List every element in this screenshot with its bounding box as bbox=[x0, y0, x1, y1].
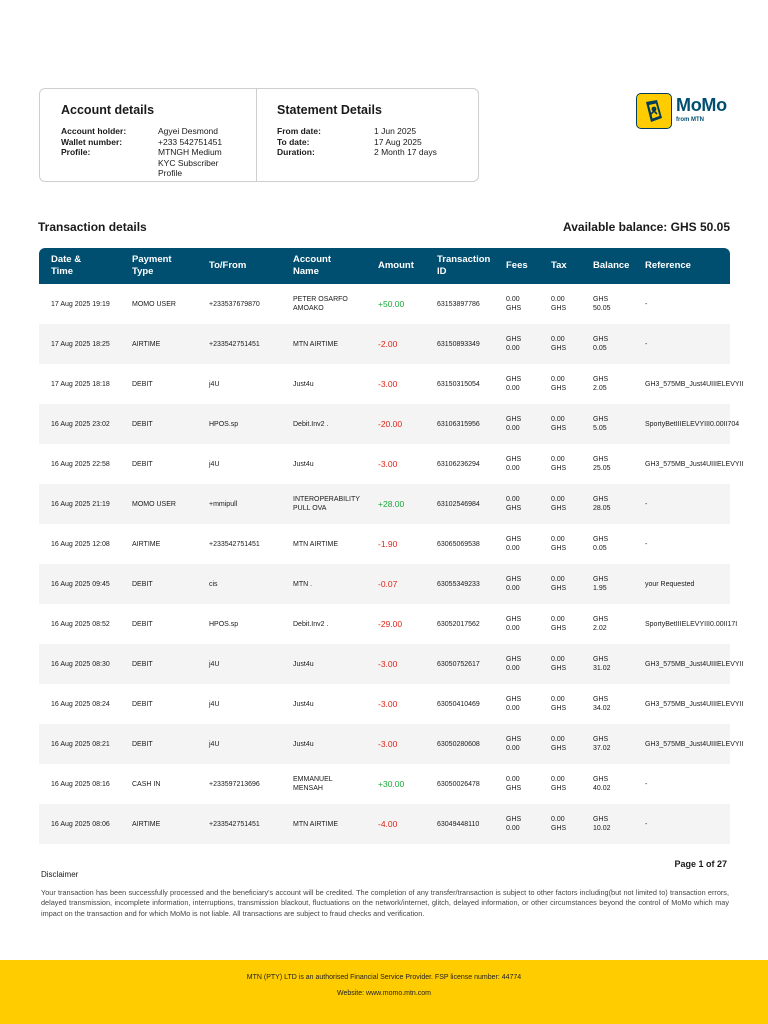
transactions-table bbox=[39, 248, 744, 844]
table-row bbox=[39, 364, 744, 404]
cell-balance: GHS 34.02 bbox=[593, 696, 611, 712]
cell-reference: GH3_575MB_Just4UIIIELEVYII bbox=[645, 660, 744, 668]
cell-payment-type: DEBIT bbox=[132, 380, 153, 388]
cell-balance: GHS 25.05 bbox=[593, 456, 611, 472]
cell-amount: -3.00 bbox=[378, 658, 398, 669]
header-transaction-id: Transaction ID bbox=[437, 254, 491, 277]
momo-logo-subtext: from MTN bbox=[676, 117, 704, 123]
cell-amount: +50.00 bbox=[378, 298, 405, 309]
cell-to-from: +233542751451 bbox=[209, 820, 260, 828]
cell-transaction-id: 63052017562 bbox=[437, 620, 480, 628]
cell-date: 16 Aug 2025 09:45 bbox=[51, 580, 110, 588]
transaction-details-title: Transaction details bbox=[38, 220, 147, 234]
table-row bbox=[39, 524, 730, 564]
disclaimer-title: Disclaimer bbox=[41, 870, 79, 879]
cell-date: 16 Aug 2025 08:21 bbox=[51, 740, 110, 748]
header-fees: Fees bbox=[506, 260, 528, 271]
cell-balance: GHS 0.05 bbox=[593, 536, 609, 552]
cell-date: 16 Aug 2025 08:06 bbox=[51, 820, 110, 828]
cell-reference: - bbox=[645, 540, 648, 548]
cell-fees: GHS 0.00 bbox=[506, 616, 522, 632]
table-row bbox=[39, 684, 744, 724]
cell-transaction-id: 63049448110 bbox=[437, 820, 480, 828]
cell-account-name: MTN AIRTIME bbox=[293, 820, 338, 828]
cell-balance: GHS 5.05 bbox=[593, 416, 609, 432]
cell-date: 16 Aug 2025 08:16 bbox=[51, 780, 110, 788]
cell-tax: 0.00 GHS bbox=[551, 296, 567, 312]
cell-payment-type: DEBIT bbox=[132, 620, 153, 628]
statement-details-list bbox=[277, 126, 444, 158]
cell-tax: 0.00 GHS bbox=[551, 496, 567, 512]
cell-payment-type: AIRTIME bbox=[132, 820, 161, 828]
cell-to-from: +233542751451 bbox=[209, 340, 260, 348]
cell-fees: GHS 0.00 bbox=[506, 816, 522, 832]
cell-reference: - bbox=[645, 500, 648, 508]
header-reference: Reference bbox=[645, 260, 691, 271]
cell-reference: your Requested bbox=[645, 580, 695, 588]
cell-account-name: Debit.Inv2 . bbox=[293, 620, 329, 628]
cell-fees: GHS 0.00 bbox=[506, 416, 522, 432]
cell-to-from: HPOS.sp bbox=[209, 420, 239, 428]
to-date-label: To date: bbox=[277, 136, 310, 147]
cell-payment-type: DEBIT bbox=[132, 580, 153, 588]
cell-tax: 0.00 GHS bbox=[551, 656, 567, 672]
cell-date: 16 Aug 2025 12:08 bbox=[51, 540, 110, 548]
cell-reference: GH3_575MB_Just4UIIIELEVYII bbox=[645, 380, 744, 388]
cell-account-name: INTEROPERABILITY PULL OVA bbox=[293, 496, 360, 512]
cell-date: 16 Aug 2025 08:30 bbox=[51, 660, 110, 668]
table-row bbox=[39, 284, 730, 324]
cell-date: 16 Aug 2025 08:52 bbox=[51, 620, 110, 628]
cell-tax: 0.00 GHS bbox=[551, 696, 567, 712]
wallet-number-label: Wallet number: bbox=[61, 136, 123, 147]
cell-to-from: cis bbox=[209, 580, 218, 588]
cell-account-name: Just4u bbox=[293, 660, 314, 668]
cell-payment-type: DEBIT bbox=[132, 660, 153, 668]
cell-to-from: j4U bbox=[209, 700, 220, 708]
header-tax: Tax bbox=[551, 260, 567, 271]
cell-payment-type: AIRTIME bbox=[132, 340, 161, 348]
cell-amount: -1.90 bbox=[378, 538, 398, 549]
cell-fees: 0.00 GHS bbox=[506, 776, 522, 792]
cell-fees: GHS 0.00 bbox=[506, 336, 522, 352]
cell-tax: 0.00 GHS bbox=[551, 576, 567, 592]
cell-transaction-id: 63065069538 bbox=[437, 540, 480, 548]
table-row bbox=[39, 804, 730, 844]
momo-logo-badge-icon bbox=[636, 93, 672, 129]
cell-date: 17 Aug 2025 19:19 bbox=[51, 300, 110, 308]
cell-balance: GHS 10.02 bbox=[593, 816, 611, 832]
available-balance: Available balance: GHS 50.05 bbox=[563, 220, 730, 234]
header-payment-type: Payment Type bbox=[132, 254, 172, 277]
cell-fees: 0.00 GHS bbox=[506, 496, 522, 512]
cell-fees: GHS 0.00 bbox=[506, 656, 522, 672]
disclaimer-text: Your transaction has been successfully processed and the beneficiary's account will be credited. The completion of any transfer/transaction is subject to other factors including(but not limited to) transaction errors, delayed transmission, incomplete information, interruptions, transmission blackout, fluctuations on the network/internet, glitch, delayed information, or other circumstances beyond the control of MoMo which may impact on the transaction and for which MoMo is not liable. All transactions are subject to fraud checks and verification. bbox=[41, 888, 729, 918]
cell-fees: GHS 0.00 bbox=[506, 536, 522, 552]
from-date-label: From date: bbox=[277, 126, 321, 136]
cell-account-name: Just4u bbox=[293, 380, 314, 388]
cell-reference: - bbox=[645, 340, 648, 348]
cell-tax: 0.00 GHS bbox=[551, 736, 567, 752]
cell-reference: SportyBetIIIELEVYIII0.00II704 bbox=[645, 420, 740, 428]
cell-to-from: +mmipull bbox=[209, 500, 238, 508]
cell-reference: SportyBetIIIELEVYIII0.00II17I bbox=[645, 620, 738, 628]
cell-tax: 0.00 GHS bbox=[551, 616, 567, 632]
cell-payment-type: MOMO USER bbox=[132, 300, 176, 308]
cell-account-name: EMMANUEL MENSAH bbox=[293, 776, 333, 792]
cell-reference: - bbox=[645, 780, 648, 788]
momo-logo-text: MoMo bbox=[676, 95, 727, 115]
table-row bbox=[39, 444, 744, 484]
cell-to-from: +233542751451 bbox=[209, 540, 260, 548]
cell-transaction-id: 63106315956 bbox=[437, 420, 480, 428]
table-row bbox=[39, 644, 744, 684]
cell-balance: GHS 2.05 bbox=[593, 376, 609, 392]
wallet-number-value: +233 542751451 bbox=[158, 136, 223, 147]
duration-value: 2 Month 17 days bbox=[374, 147, 437, 157]
footer bbox=[0, 960, 768, 1024]
profile-label: Profile: bbox=[61, 147, 91, 157]
cell-account-name: MTN AIRTIME bbox=[293, 340, 338, 348]
cell-balance: GHS 40.02 bbox=[593, 776, 611, 792]
cell-to-from: HPOS.sp bbox=[209, 620, 239, 628]
cell-to-from: j4U bbox=[209, 740, 220, 748]
cell-payment-type: DEBIT bbox=[132, 700, 153, 708]
header-to-from: To/From bbox=[209, 260, 247, 271]
cell-reference: - bbox=[645, 300, 648, 308]
cell-tax: 0.00 GHS bbox=[551, 816, 567, 832]
footer-website: Website: www.momo.mtn.com bbox=[336, 990, 431, 997]
cell-date: 17 Aug 2025 18:25 bbox=[51, 340, 110, 348]
cell-amount: -3.00 bbox=[378, 698, 398, 709]
statement-header-box bbox=[39, 88, 479, 182]
header-balance: Balance bbox=[593, 260, 630, 271]
table-row bbox=[39, 764, 730, 804]
cell-fees: GHS 0.00 bbox=[506, 456, 522, 472]
cell-transaction-id: 63050752617 bbox=[437, 660, 480, 668]
account-details-panel bbox=[40, 89, 257, 181]
cell-fees: 0.00 GHS bbox=[506, 296, 522, 312]
cell-transaction-id: 63106236294 bbox=[437, 460, 480, 468]
table-row bbox=[39, 604, 738, 644]
cell-fees: GHS 0.00 bbox=[506, 376, 522, 392]
cell-account-name: Just4u bbox=[293, 700, 314, 708]
cell-account-name: MTN . bbox=[293, 580, 313, 588]
account-holder-label: Account holder: bbox=[61, 126, 127, 136]
cell-amount: -4.00 bbox=[378, 818, 398, 829]
footer-license: MTN (PTY) LTD is an authorised Financial Service Provider. FSP license number: 44774 bbox=[246, 974, 522, 981]
cell-tax: 0.00 GHS bbox=[551, 776, 567, 792]
cell-date: 17 Aug 2025 18:18 bbox=[51, 380, 110, 388]
cell-fees: GHS 0.00 bbox=[506, 576, 522, 592]
cell-reference: GH3_575MB_Just4UIIIELEVYII bbox=[645, 460, 744, 468]
table-row bbox=[39, 404, 740, 444]
table-row bbox=[39, 324, 730, 364]
statement-details-panel bbox=[256, 89, 478, 181]
cell-transaction-id: 63150893349 bbox=[437, 340, 480, 348]
table-row bbox=[39, 724, 744, 764]
account-details-list bbox=[61, 126, 228, 179]
cell-transaction-id: 63150315054 bbox=[437, 380, 480, 388]
cell-tax: 0.00 GHS bbox=[551, 456, 567, 472]
cell-transaction-id: 63102546984 bbox=[437, 500, 480, 508]
cell-reference: GH3_575MB_Just4UIIIELEVYII bbox=[645, 740, 744, 748]
cell-balance: GHS 1.95 bbox=[593, 576, 609, 592]
from-date-value: 1 Jun 2025 bbox=[374, 126, 417, 136]
cell-balance: GHS 31.02 bbox=[593, 656, 611, 672]
cell-date: 16 Aug 2025 08:24 bbox=[51, 700, 110, 708]
cell-amount: -0.07 bbox=[378, 578, 398, 589]
cell-reference: GH3_575MB_Just4UIIIELEVYII bbox=[645, 700, 744, 708]
cell-account-name: MTN AIRTIME bbox=[293, 540, 338, 548]
cell-tax: 0.00 GHS bbox=[551, 336, 567, 352]
cell-fees: GHS 0.00 bbox=[506, 696, 522, 712]
cell-amount: -3.00 bbox=[378, 458, 398, 469]
cell-date: 16 Aug 2025 23:02 bbox=[51, 420, 110, 428]
cell-balance: GHS 2.02 bbox=[593, 616, 609, 632]
page-number: Page 1 of 27 bbox=[674, 859, 727, 869]
cell-tax: 0.00 GHS bbox=[551, 376, 567, 392]
cell-amount: -2.00 bbox=[378, 338, 398, 349]
cell-amount: -20.00 bbox=[378, 418, 403, 429]
cell-transaction-id: 63050026478 bbox=[437, 780, 480, 788]
cell-amount: -3.00 bbox=[378, 738, 398, 749]
cell-to-from: j4U bbox=[209, 660, 220, 668]
duration-label: Duration: bbox=[277, 147, 315, 157]
cell-fees: GHS 0.00 bbox=[506, 736, 522, 752]
account-details-title: Account details bbox=[61, 103, 155, 117]
cell-balance: GHS 37.02 bbox=[593, 736, 611, 752]
header-account-name: Account Name bbox=[293, 254, 331, 277]
cell-transaction-id: 63055349233 bbox=[437, 580, 480, 588]
cell-amount: +28.00 bbox=[378, 498, 405, 509]
cell-tax: 0.00 GHS bbox=[551, 416, 567, 432]
cell-transaction-id: 63050280608 bbox=[437, 740, 480, 748]
table-row bbox=[39, 484, 730, 524]
header-amount: Amount bbox=[378, 260, 414, 271]
account-holder-value: Agyei Desmond bbox=[158, 126, 219, 136]
profile-value: MTNGH Medium KYC Subscriber Profile bbox=[158, 147, 222, 178]
cell-payment-type: DEBIT bbox=[132, 460, 153, 468]
cell-transaction-id: 63153897786 bbox=[437, 300, 480, 308]
cell-reference: - bbox=[645, 820, 648, 828]
cell-payment-type: AIRTIME bbox=[132, 540, 161, 548]
cell-account-name: PETER OSARFO AMOAKO bbox=[293, 296, 348, 312]
table-body bbox=[39, 284, 744, 844]
table-row bbox=[39, 564, 730, 604]
cell-balance: GHS 28.05 bbox=[593, 496, 611, 512]
cell-amount: -29.00 bbox=[378, 618, 403, 629]
cell-amount: +30.00 bbox=[378, 778, 405, 789]
cell-account-name: Just4u bbox=[293, 740, 314, 748]
cell-amount: -3.00 bbox=[378, 378, 398, 389]
cell-to-from: j4U bbox=[209, 380, 220, 388]
header-date-time: Date & Time bbox=[51, 254, 82, 277]
cell-payment-type: CASH IN bbox=[132, 780, 161, 788]
cell-date: 16 Aug 2025 22:58 bbox=[51, 460, 110, 468]
cell-balance: GHS 50.05 bbox=[593, 296, 611, 312]
cell-tax: 0.00 GHS bbox=[551, 536, 567, 552]
cell-payment-type: DEBIT bbox=[132, 420, 153, 428]
to-date-value: 17 Aug 2025 bbox=[374, 136, 422, 147]
momo-logo bbox=[636, 93, 728, 131]
cell-to-from: +233537679870 bbox=[209, 300, 260, 308]
cell-account-name: Just4u bbox=[293, 460, 314, 468]
table-header bbox=[39, 248, 730, 284]
cell-date: 16 Aug 2025 21:19 bbox=[51, 500, 110, 508]
cell-account-name: Debit.Inv2 . bbox=[293, 420, 329, 428]
cell-transaction-id: 63050410469 bbox=[437, 700, 480, 708]
cell-to-from: j4U bbox=[209, 460, 220, 468]
cell-payment-type: MOMO USER bbox=[132, 500, 176, 508]
cell-to-from: +233597213696 bbox=[209, 780, 260, 788]
cell-balance: GHS 0.05 bbox=[593, 336, 609, 352]
statement-details-title: Statement Details bbox=[277, 103, 382, 117]
cell-payment-type: DEBIT bbox=[132, 740, 153, 748]
